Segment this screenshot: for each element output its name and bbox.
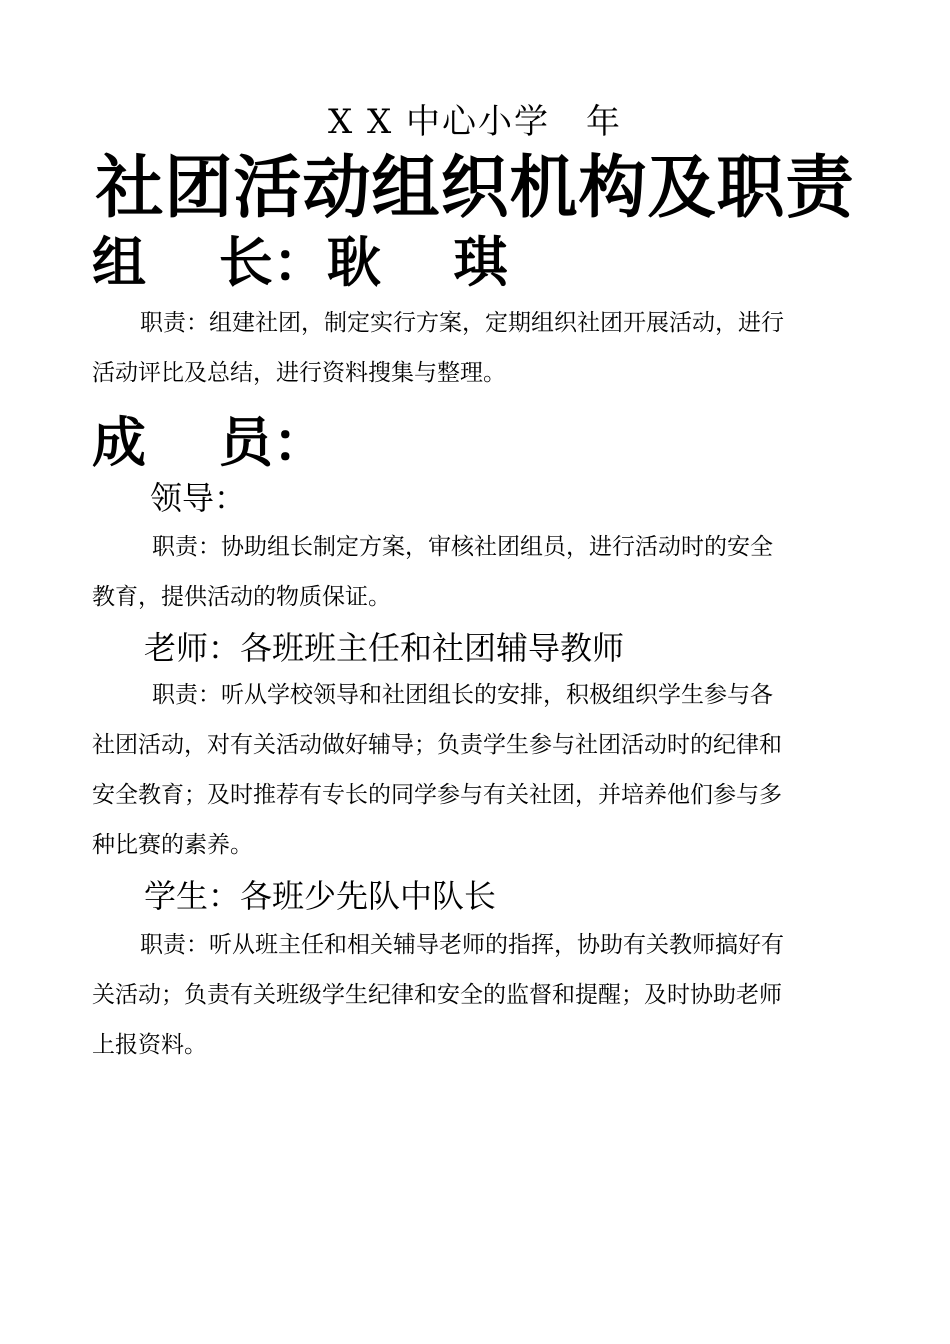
leader-duty-line-2: 活动评比及总结，进行资料搜集与整理。 bbox=[92, 360, 506, 386]
leadership-duty-line-1: 职责：协助组长制定方案，审核社团组员，进行活动时的安全 bbox=[152, 534, 773, 560]
teachers-duty-line-1: 职责：听从学校领导和社团组长的安排，积极组织学生参与各 bbox=[152, 682, 773, 708]
students-duty-line-1: 职责：听从班主任和相关辅导老师的指挥，协助有关教师搞好有 bbox=[140, 932, 784, 958]
leadership-duty-line-2: 教育，提供活动的物质保证。 bbox=[92, 584, 391, 610]
students-duty-line-2: 关活动；负责有关班级学生纪律和安全的监督和提醒；及时协助老师 bbox=[92, 982, 782, 1008]
school-year-subtitle: X X 中心小学 年 bbox=[327, 102, 623, 142]
teachers-duty-line-3: 安全教育；及时推荐有专长的同学参与有关社团，并培养他们参与多 bbox=[92, 782, 782, 808]
leader-heading: 组 长：耿 琪 bbox=[92, 230, 508, 294]
role-teachers-heading: 老师：各班班主任和社团辅导教师 bbox=[144, 629, 625, 667]
teachers-duty-line-4: 种比赛的素养。 bbox=[92, 832, 253, 858]
page-title: 社团活动组织机构及职责 bbox=[95, 148, 855, 228]
members-heading: 成 员： bbox=[92, 410, 327, 474]
teachers-duty-line-2: 社团活动，对有关活动做好辅导；负责学生参与社团活动时的纪律和 bbox=[92, 732, 782, 758]
students-duty-line-3: 上报资料。 bbox=[92, 1032, 207, 1058]
role-students-heading: 学生：各班少先队中队长 bbox=[144, 877, 497, 915]
leader-duty-line-1: 职责：组建社团，制定实行方案，定期组织社团开展活动，进行 bbox=[140, 310, 784, 336]
role-leadership-heading: 领导： bbox=[150, 479, 247, 517]
